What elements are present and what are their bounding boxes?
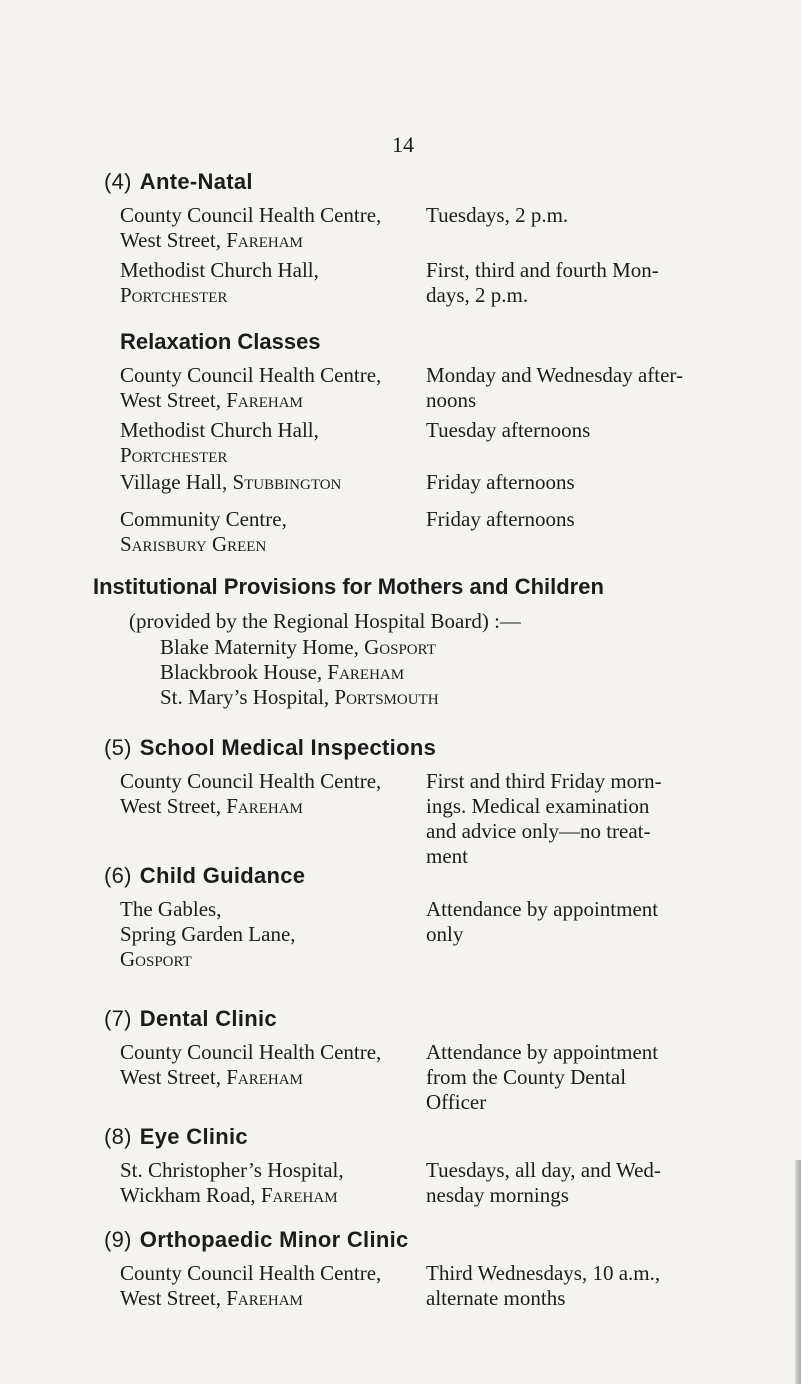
institution-item: Blake Maternity Home, Gosport xyxy=(160,635,436,659)
ante-natal-place-1: County Council Health Centre, West Street, Fareham xyxy=(120,203,382,252)
relaxation-place-1: County Council Health Centre, West Street, Fareham xyxy=(120,363,382,412)
institutional-heading: Institutional Provisions for Mothers and Children xyxy=(93,574,604,599)
relaxation-time-3: Friday afternoons xyxy=(426,470,575,494)
institutional-subtitle: (provided by the Regional Hospital Board) :— xyxy=(129,609,521,633)
section-heading-school-medical: (5) School Medical Inspections xyxy=(104,735,437,760)
section-heading-child-guidance: (6) Child Guidance xyxy=(104,863,306,888)
orthopaedic-time: Third Wednesdays, 10 a.m., alternate months xyxy=(426,1261,661,1310)
section-title: Ante-Natal xyxy=(139,169,253,194)
child-guidance-place: The Gables, Spring Garden Lane, Gosport xyxy=(120,897,296,971)
institution-item: Blackbrook House, Fareham xyxy=(160,660,405,684)
ante-natal-time-2: First, third and fourth Mon- days, 2 p.m. xyxy=(426,258,659,307)
section-heading-dental-clinic: (7) Dental Clinic xyxy=(104,1006,277,1031)
dental-place: County Council Health Centre, West Street, Fareham xyxy=(120,1040,382,1089)
ante-natal-time-1: Tuesdays, 2 p.m. xyxy=(426,203,569,227)
eye-time: Tuesdays, all day, and Wed- nesday mornings xyxy=(426,1158,661,1207)
relaxation-place-2: Methodist Church Hall, Portchester xyxy=(120,418,319,467)
ante-natal-place-2: Methodist Church Hall, Portchester xyxy=(120,258,319,307)
relaxation-place-3: Village Hall, Stubbington xyxy=(120,470,342,494)
section-number: (4) xyxy=(104,169,132,194)
relaxation-time-4: Friday afternoons xyxy=(426,507,575,531)
school-place: County Council Health Centre, West Street, Fareham xyxy=(120,769,382,818)
institution-item: St. Mary’s Hospital, Portsmouth xyxy=(160,685,439,709)
relaxation-heading: Relaxation Classes xyxy=(120,329,321,354)
dental-time: Attendance by appointment from the County Dental Officer xyxy=(426,1040,659,1114)
page-edge-shadow xyxy=(795,1160,801,1384)
section-heading-ante-natal xyxy=(104,169,253,195)
section-heading-eye-clinic: (8) Eye Clinic xyxy=(104,1124,248,1149)
orthopaedic-place: County Council Health Centre, West Street, Fareham xyxy=(120,1261,382,1310)
page-number: 14 xyxy=(392,132,414,157)
eye-place: St. Christopher’s Hospital, Wickham Road, Fareham xyxy=(120,1158,344,1207)
relaxation-place-4: Community Centre, Sarisbury Green xyxy=(120,507,287,556)
school-time: First and third Friday morn- ings. Medical examination and advice only—no treat- ment xyxy=(426,769,662,868)
child-guidance-time: Attendance by appointment only xyxy=(426,897,659,946)
relaxation-time-1: Monday and Wednesday after- noons xyxy=(426,363,683,412)
section-heading-orthopaedic: (9) Orthopaedic Minor Clinic xyxy=(104,1227,409,1252)
relaxation-time-2: Tuesday afternoons xyxy=(426,418,591,442)
